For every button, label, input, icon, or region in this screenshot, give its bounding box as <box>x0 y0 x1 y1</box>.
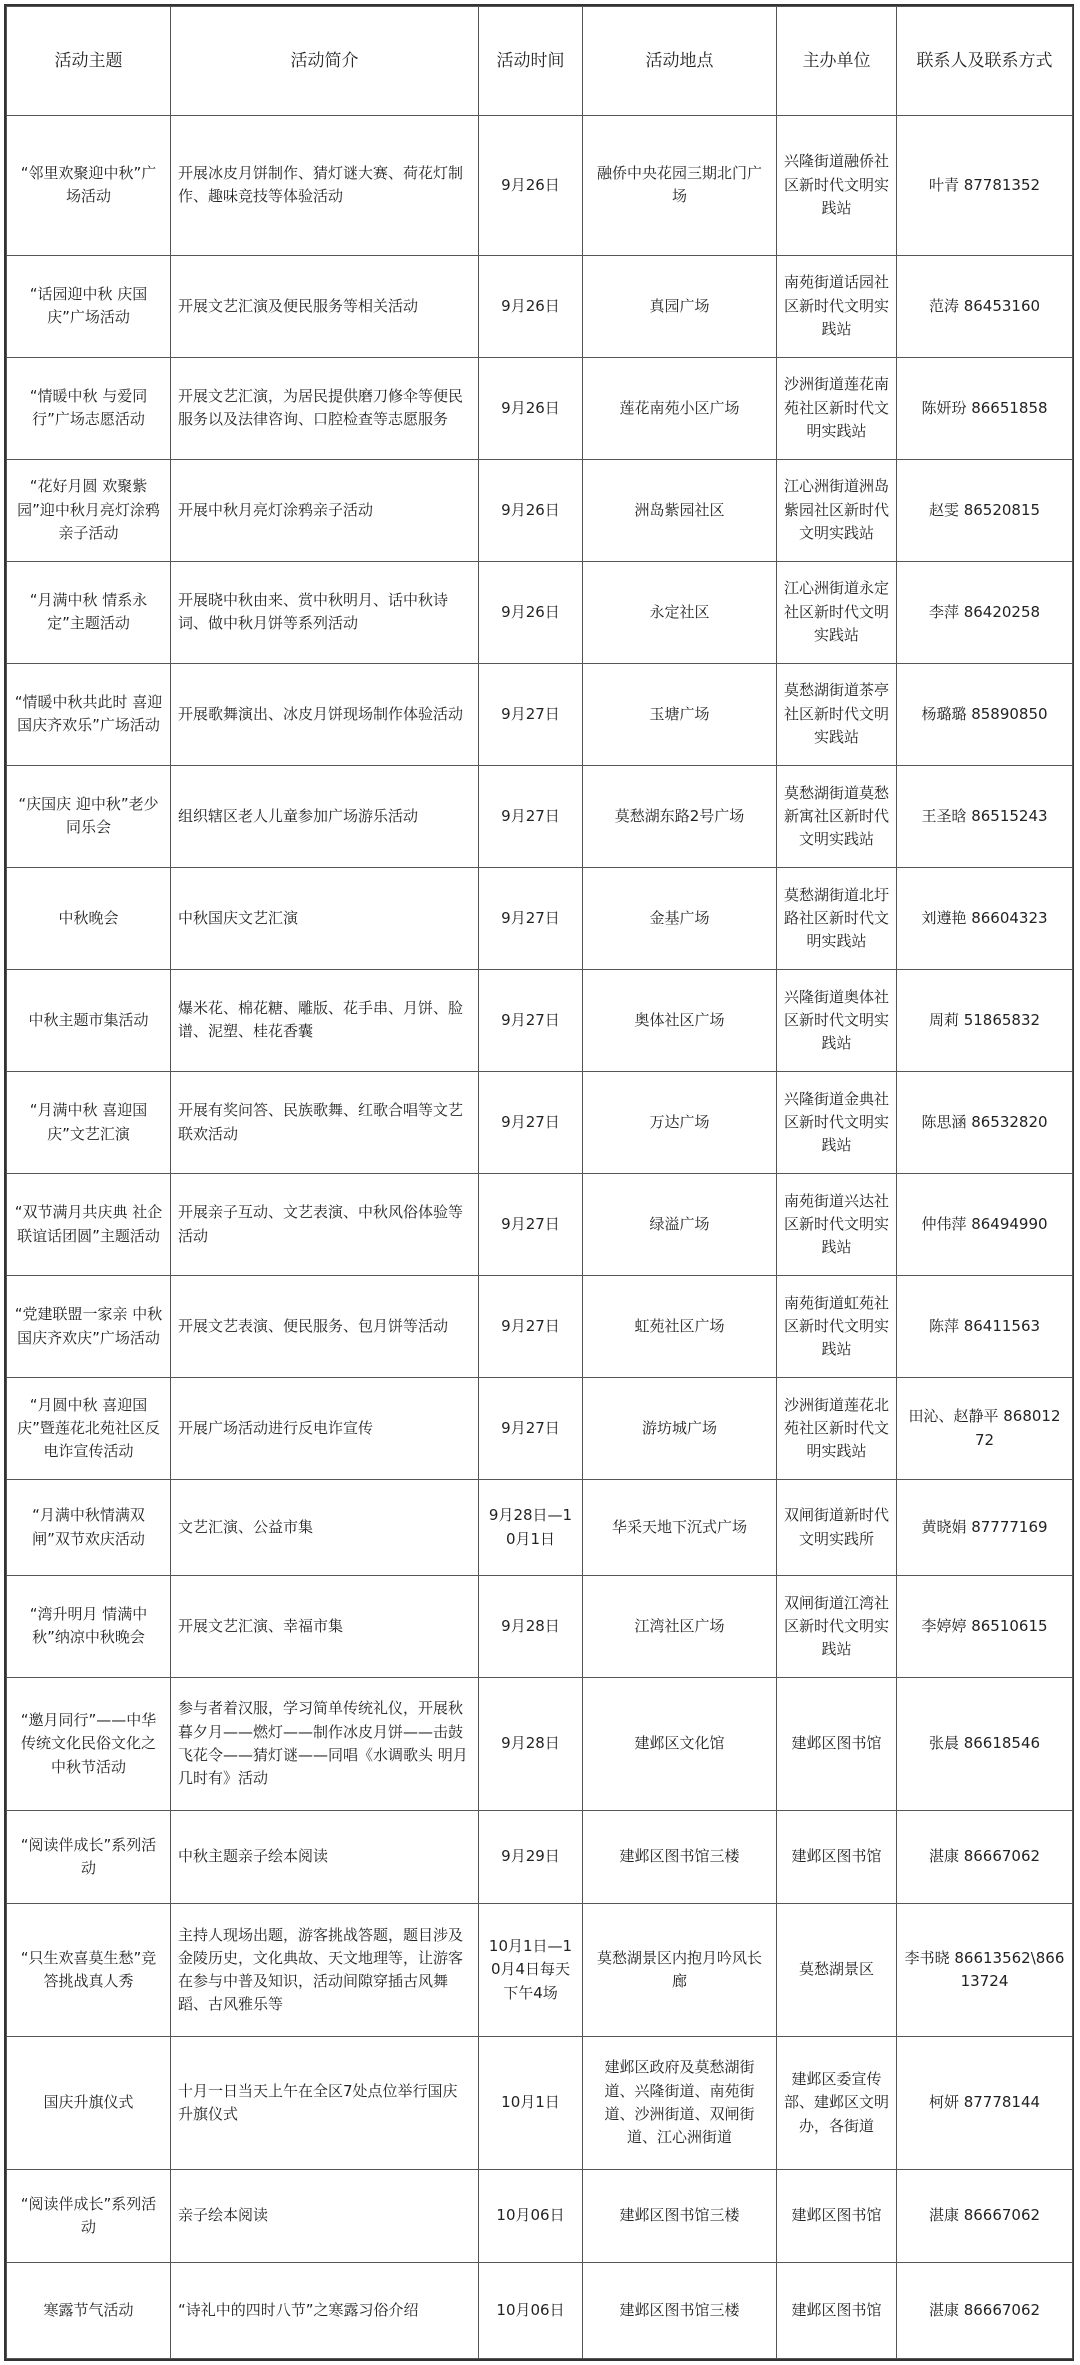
cell-location: 洲岛紫园社区 <box>583 459 777 561</box>
cell-organizer: 南苑街道话园社区新时代文明实践站 <box>777 255 897 357</box>
cell-theme: “情暖中秋共此时 喜迎国庆齐欢乐”广场活动 <box>7 663 171 765</box>
cell-time: 9月27日 <box>479 867 583 969</box>
cell-contact: 陈妍玢 86651858 <box>897 357 1073 459</box>
cell-contact: 周莉 51865832 <box>897 969 1073 1071</box>
cell-theme: “月圆中秋 喜迎国庆”暨莲花北苑社区反电诈宣传活动 <box>7 1378 171 1480</box>
cell-time: 9月26日 <box>479 255 583 357</box>
cell-location: 建邺区图书馆三楼 <box>583 2169 777 2262</box>
cell-organizer: 兴隆街道金典社区新时代文明实践站 <box>777 1072 897 1174</box>
cell-location: 永定社区 <box>583 561 777 663</box>
table-row <box>7 459 1073 561</box>
cell-theme: “月满中秋情满双闸”双节欢庆活动 <box>7 1480 171 1576</box>
cell-organizer: 双闸街道新时代文明实践所 <box>777 1480 897 1576</box>
cell-time: 9月29日 <box>479 1810 583 1903</box>
table-row <box>7 1904 1073 2037</box>
cell-theme: “阅读伴成长”系列活动 <box>7 1810 171 1903</box>
cell-location: 建邺区政府及莫愁湖街道、兴隆街道、南苑街道、沙洲街道、双闸街道、江心洲街道 <box>583 2036 777 2169</box>
cell-time: 9月26日 <box>479 357 583 459</box>
cell-organizer: 南苑街道虹苑社区新时代文明实践站 <box>777 1276 897 1378</box>
header-theme: 活动主题 <box>7 7 171 116</box>
cell-organizer: 建邺区委宣传部、建邺区文明办，各街道 <box>777 2036 897 2169</box>
table-row <box>7 116 1073 256</box>
table-row <box>7 357 1073 459</box>
cell-location: 奥体社区广场 <box>583 969 777 1071</box>
table-row <box>7 663 1073 765</box>
cell-theme: “党建联盟一家亲 中秋国庆齐欢庆”广场活动 <box>7 1276 171 1378</box>
cell-time: 10月06日 <box>479 2169 583 2262</box>
cell-organizer: 兴隆街道奥体社区新时代文明实践站 <box>777 969 897 1071</box>
cell-brief: 开展亲子互动、文艺表演、中秋风俗体验等活动 <box>171 1174 479 1276</box>
cell-time: 9月28日 <box>479 1575 583 1677</box>
cell-organizer: 莫愁湖景区 <box>777 1904 897 2037</box>
cell-time: 9月27日 <box>479 1276 583 1378</box>
table-row <box>7 1378 1073 1480</box>
cell-brief: 开展中秋月亮灯涂鸦亲子活动 <box>171 459 479 561</box>
cell-theme: 国庆升旗仪式 <box>7 2036 171 2169</box>
cell-brief: 开展广场活动进行反电诈宣传 <box>171 1378 479 1480</box>
cell-brief: 开展文艺汇演及便民服务等相关活动 <box>171 255 479 357</box>
cell-organizer: 沙洲街道莲花北苑社区新时代文明实践站 <box>777 1378 897 1480</box>
cell-time: 10月1日 <box>479 2036 583 2169</box>
cell-organizer: 沙洲街道莲花南苑社区新时代文明实践站 <box>777 357 897 459</box>
cell-theme: “庆国庆 迎中秋”老少同乐会 <box>7 765 171 867</box>
cell-time: 9月26日 <box>479 116 583 256</box>
cell-location: 莫愁湖东路2号广场 <box>583 765 777 867</box>
cell-brief: 开展冰皮月饼制作、猜灯谜大赛、荷花灯制作、趣味竞技等体验活动 <box>171 116 479 256</box>
table-row <box>7 2169 1073 2262</box>
cell-location: 莫愁湖景区内抱月吟风长廊 <box>583 1904 777 2037</box>
cell-contact: 范涛 86453160 <box>897 255 1073 357</box>
cell-brief: 中秋国庆文艺汇演 <box>171 867 479 969</box>
cell-theme: “月满中秋 情系永定”主题活动 <box>7 561 171 663</box>
cell-contact: 陈思涵 86532820 <box>897 1072 1073 1174</box>
table-body <box>7 116 1073 2359</box>
header-brief: 活动简介 <box>171 7 479 116</box>
table-row <box>7 561 1073 663</box>
cell-time: 9月27日 <box>479 663 583 765</box>
cell-organizer: 建邺区图书馆 <box>777 1810 897 1903</box>
cell-time: 9月26日 <box>479 459 583 561</box>
table-row <box>7 867 1073 969</box>
table-row <box>7 1677 1073 1810</box>
cell-contact: 柯妍 87778144 <box>897 2036 1073 2169</box>
header-time: 活动时间 <box>479 7 583 116</box>
cell-contact: 田沁、赵静平 86801272 <box>897 1378 1073 1480</box>
cell-contact: 王圣晗 86515243 <box>897 765 1073 867</box>
cell-location: 游坊城广场 <box>583 1378 777 1480</box>
cell-organizer: 建邺区图书馆 <box>777 2263 897 2359</box>
cell-contact: 张晨 86618546 <box>897 1677 1073 1810</box>
table-row <box>7 1575 1073 1677</box>
table-row <box>7 255 1073 357</box>
cell-brief: “诗礼中的四时八节”之寒露习俗介绍 <box>171 2263 479 2359</box>
table-row <box>7 2036 1073 2169</box>
cell-brief: 开展歌舞演出、冰皮月饼现场制作体验活动 <box>171 663 479 765</box>
cell-theme: 中秋晚会 <box>7 867 171 969</box>
cell-organizer: 江心洲街道永定社区新时代文明实践站 <box>777 561 897 663</box>
cell-contact: 刘遵艳 86604323 <box>897 867 1073 969</box>
cell-theme: “湾升明月 情满中秋”纳凉中秋晚会 <box>7 1575 171 1677</box>
cell-contact: 湛康 86667062 <box>897 2263 1073 2359</box>
cell-theme: “邻里欢聚迎中秋”广场活动 <box>7 116 171 256</box>
table-row <box>7 1072 1073 1174</box>
header-row <box>7 7 1073 116</box>
cell-brief: 主持人现场出题，游客挑战答题，题目涉及金陵历史，文化典故、天文地理等，让游客在参与中普及知识，活动间隙穿插古风舞蹈、古风雅乐等 <box>171 1904 479 2037</box>
cell-theme: “双节满月共庆典 社企联谊话团圆”主题活动 <box>7 1174 171 1276</box>
cell-organizer: 莫愁湖街道莫愁新寓社区新时代文明实践站 <box>777 765 897 867</box>
header-location: 活动地点 <box>583 7 777 116</box>
cell-time: 10月06日 <box>479 2263 583 2359</box>
cell-location: 万达广场 <box>583 1072 777 1174</box>
cell-time: 9月26日 <box>479 561 583 663</box>
cell-time: 9月28日—10月1日 <box>479 1480 583 1576</box>
cell-theme: “话园迎中秋 庆国庆”广场活动 <box>7 255 171 357</box>
cell-theme: “情暖中秋 与爱同行”广场志愿活动 <box>7 357 171 459</box>
cell-contact: 湛康 86667062 <box>897 1810 1073 1903</box>
cell-location: 玉塘广场 <box>583 663 777 765</box>
cell-organizer: 兴隆街道融侨社区新时代文明实践站 <box>777 116 897 256</box>
header-organizer: 主办单位 <box>777 7 897 116</box>
cell-location: 华采天地下沉式广场 <box>583 1480 777 1576</box>
cell-brief: 开展文艺表演、便民服务、包月饼等活动 <box>171 1276 479 1378</box>
cell-location: 江湾社区广场 <box>583 1575 777 1677</box>
table-row <box>7 2263 1073 2359</box>
cell-organizer: 建邺区图书馆 <box>777 1677 897 1810</box>
cell-theme: “只生欢喜莫生愁”竞答挑战真人秀 <box>7 1904 171 2037</box>
cell-brief: 组织辖区老人儿童参加广场游乐活动 <box>171 765 479 867</box>
cell-brief: 亲子绘本阅读 <box>171 2169 479 2262</box>
cell-organizer: 莫愁湖街道茶亭社区新时代文明实践站 <box>777 663 897 765</box>
cell-organizer: 南苑街道兴达社区新时代文明实践站 <box>777 1174 897 1276</box>
cell-brief: 参与者着汉服，学习简单传统礼仪，开展秋暮夕月——燃灯——制作冰皮月饼——击鼓飞花令——猜灯谜——同唱《水调歌头 明月几时有》活动 <box>171 1677 479 1810</box>
cell-brief: 开展文艺汇演，为居民提供磨刀修伞等便民服务以及法律咨询、口腔检查等志愿服务 <box>171 357 479 459</box>
cell-time: 9月28日 <box>479 1677 583 1810</box>
table-row <box>7 969 1073 1071</box>
cell-location: 建邺区图书馆三楼 <box>583 2263 777 2359</box>
cell-brief: 十月一日当天上午在全区7处点位举行国庆升旗仪式 <box>171 2036 479 2169</box>
cell-theme: “阅读伴成长”系列活动 <box>7 2169 171 2262</box>
cell-time: 9月27日 <box>479 1378 583 1480</box>
cell-contact: 李萍 86420258 <box>897 561 1073 663</box>
cell-contact: 仲伟萍 86494990 <box>897 1174 1073 1276</box>
cell-location: 真园广场 <box>583 255 777 357</box>
cell-theme: “邀月同行”——中华传统文化民俗文化之中秋节活动 <box>7 1677 171 1810</box>
cell-time: 9月27日 <box>479 1174 583 1276</box>
cell-location: 建邺区图书馆三楼 <box>583 1810 777 1903</box>
cell-contact: 赵雯 86520815 <box>897 459 1073 561</box>
cell-location: 建邺区文化馆 <box>583 1677 777 1810</box>
cell-contact: 杨璐璐 85890850 <box>897 663 1073 765</box>
cell-contact: 陈萍 86411563 <box>897 1276 1073 1378</box>
header-contact: 联系人及联系方式 <box>897 7 1073 116</box>
table-row <box>7 1276 1073 1378</box>
cell-brief: 文艺汇演、公益市集 <box>171 1480 479 1576</box>
cell-time: 9月27日 <box>479 765 583 867</box>
cell-theme: “月满中秋 喜迎国庆”文艺汇演 <box>7 1072 171 1174</box>
cell-brief: 开展文艺汇演、幸福市集 <box>171 1575 479 1677</box>
cell-organizer: 双闸街道江湾社区新时代文明实践站 <box>777 1575 897 1677</box>
table-row <box>7 1810 1073 1903</box>
table-row <box>7 1174 1073 1276</box>
activity-table-sheet <box>4 4 1074 2361</box>
cell-contact: 叶青 87781352 <box>897 116 1073 256</box>
table-row <box>7 765 1073 867</box>
cell-time: 9月27日 <box>479 1072 583 1174</box>
cell-theme: 寒露节气活动 <box>7 2263 171 2359</box>
cell-contact: 李婷婷 86510615 <box>897 1575 1073 1677</box>
cell-organizer: 江心洲街道洲岛紫园社区新时代文明实践站 <box>777 459 897 561</box>
table-row <box>7 1480 1073 1576</box>
cell-brief: 开展有奖问答、民族歌舞、红歌合唱等文艺联欢活动 <box>171 1072 479 1174</box>
cell-location: 绿溢广场 <box>583 1174 777 1276</box>
cell-brief: 爆米花、棉花糖、雕版、花手串、月饼、脸谱、泥塑、桂花香囊 <box>171 969 479 1071</box>
cell-location: 融侨中央花园三期北门广场 <box>583 116 777 256</box>
cell-time: 9月27日 <box>479 969 583 1071</box>
cell-contact: 李书晓 86613562\86613724 <box>897 1904 1073 2037</box>
cell-organizer: 莫愁湖街道北圩路社区新时代文明实践站 <box>777 867 897 969</box>
cell-contact: 黄晓娟 87777169 <box>897 1480 1073 1576</box>
cell-organizer: 建邺区图书馆 <box>777 2169 897 2262</box>
cell-contact: 湛康 86667062 <box>897 2169 1073 2262</box>
cell-location: 金基广场 <box>583 867 777 969</box>
cell-location: 虹苑社区广场 <box>583 1276 777 1378</box>
cell-brief: 中秋主题亲子绘本阅读 <box>171 1810 479 1903</box>
cell-theme: “花好月圆 欢聚紫园”迎中秋月亮灯涂鸦亲子活动 <box>7 459 171 561</box>
cell-location: 莲花南苑小区广场 <box>583 357 777 459</box>
cell-theme: 中秋主题市集活动 <box>7 969 171 1071</box>
cell-brief: 开展晓中秋由来、赏中秋明月、话中秋诗词、做中秋月饼等系列活动 <box>171 561 479 663</box>
activity-table <box>6 6 1073 2359</box>
cell-time: 10月1日—10月4日每天下午4场 <box>479 1904 583 2037</box>
